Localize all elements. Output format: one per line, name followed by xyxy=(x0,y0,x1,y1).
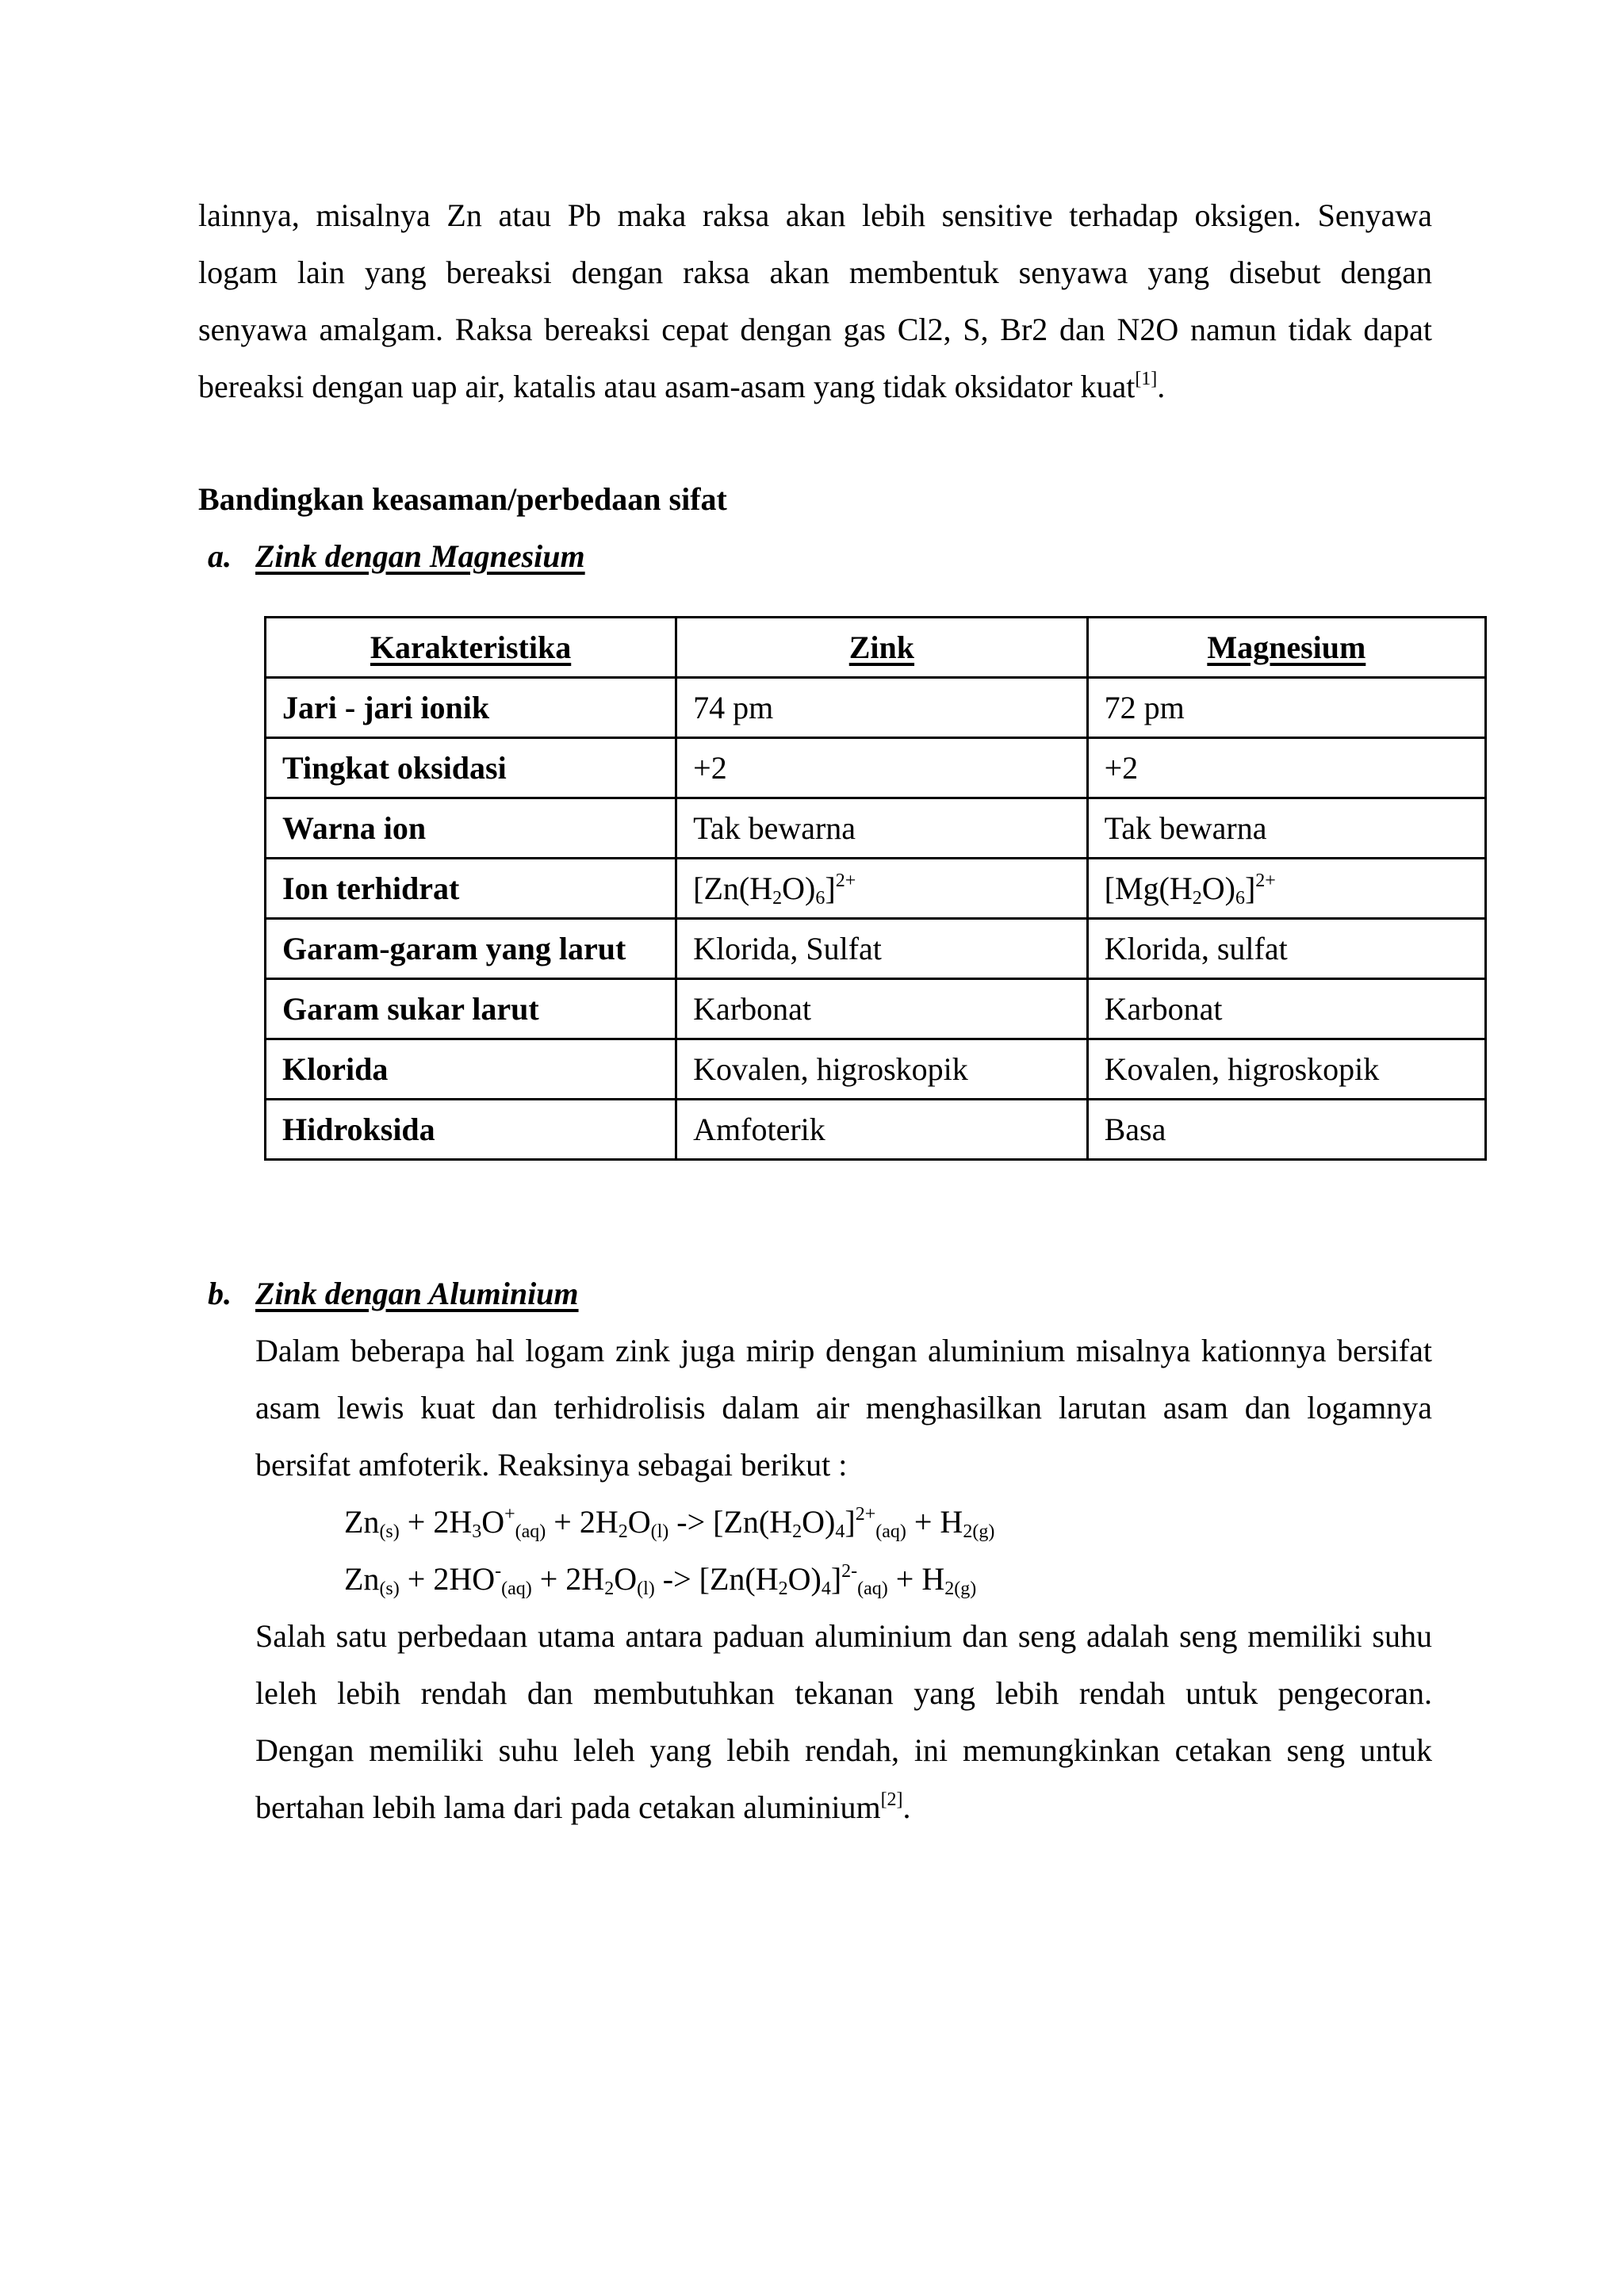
intro-paragraph xyxy=(198,187,1432,415)
zink-value: Amfoterik xyxy=(676,1100,1087,1160)
table-header-row xyxy=(266,618,1486,678)
subsection-b-title: Zink dengan Aluminium xyxy=(255,1276,579,1311)
reaction-equation-2: $Zn_{(s)} + 2HO^-_{(aq)} + 2H_2O_{(l)} -> [Zn(H_2O)_4]^{2-}_{(aq)} + H_{2(g)}$ xyxy=(344,1561,977,1599)
subsection-a-marker: a. xyxy=(208,538,232,574)
table-row xyxy=(266,678,1486,738)
row-label: Hidroksida xyxy=(266,1100,676,1160)
zink-value: Klorida, Sulfat xyxy=(676,919,1087,979)
magnesium-value: $[Mg(H_2O)_6]^{2+}$ xyxy=(1087,859,1485,919)
para-b2-line-3: Dengan memiliki suhu leleh yang lebih rendah, ini memungkinkan cetakan seng untuk xyxy=(255,1732,1432,1768)
zink-value: 74 pm xyxy=(676,678,1087,738)
intro-line-4-text: bereaksi dengan uap air, katalis atau asam-asam yang tidak oksidator kuat xyxy=(198,369,1136,404)
subsection-b-heading xyxy=(208,1265,579,1322)
magnesium-value: Karbonat xyxy=(1087,979,1485,1039)
row-label: Garam-garam yang larut xyxy=(266,919,676,979)
citation-1: [1] xyxy=(1135,369,1158,389)
citation-2: [2] xyxy=(880,1789,903,1810)
header-zink: Zink xyxy=(676,618,1087,678)
para-b1-line-3: bersifat amfoterik. Reaksinya sebagai berikut : xyxy=(255,1447,848,1483)
magnesium-value: +2 xyxy=(1087,738,1485,798)
intro-line-4 xyxy=(198,358,1432,415)
para-b2-line-2: leleh lebih rendah dan membutuhkan tekanan yang lebih rendah untuk pengecoran. xyxy=(255,1675,1432,1711)
header-karakteristika: Karakteristika xyxy=(266,618,676,678)
row-label: Warna ion xyxy=(266,798,676,859)
intro-line-2: logam lain yang bereaksi dengan raksa akan membentuk senyawa yang disebut dengan xyxy=(198,254,1432,290)
magnesium-value: Kovalen, higroskopik xyxy=(1087,1039,1485,1100)
zink-value: Karbonat xyxy=(676,979,1087,1039)
intro-line-3: senyawa amalgam. Raksa bereaksi cepat dengan gas Cl2, S, Br2 dan N2O namun tidak dapat xyxy=(198,312,1432,347)
table-row xyxy=(266,979,1486,1039)
intro-line-4-end: . xyxy=(1157,369,1166,404)
intro-line-1: lainnya, misalnya Zn atau Pb maka raksa akan lebih sensitive terhadap oksigen. Senyawa xyxy=(198,197,1432,233)
magnesium-value: Tak bewarna xyxy=(1087,798,1485,859)
subsection-a-heading xyxy=(208,528,585,585)
para-b2-line-1: Salah satu perbedaan utama antara paduan aluminium dan seng adalah seng memiliki suhu xyxy=(255,1618,1432,1654)
section-heading: Bandingkan keasaman/perbedaan sifat xyxy=(198,481,727,517)
para-b2-line-4-end: . xyxy=(902,1789,911,1825)
table-row xyxy=(266,859,1486,919)
para-b1-line-1: Dalam beberapa hal logam zink juga mirip dengan aluminium misalnya kationnya bersifat xyxy=(255,1333,1432,1368)
subsection-a-title: Zink dengan Magnesium xyxy=(255,538,585,574)
row-label: Ion terhidrat xyxy=(266,859,676,919)
reaction-equation-1: $Zn_{(s)} + 2H_3O^+_{(aq)} + 2H_2O_{(l)} -> [Zn(H_2O)_4]^{2+}_{(aq)} + H_{2(g)}$ xyxy=(344,1504,995,1542)
table-row xyxy=(266,1039,1486,1100)
para-b1-line-2: asam lewis kuat dan terhidrolisis dalam air menghasilkan larutan asam dan logamnya xyxy=(255,1390,1432,1425)
table-row xyxy=(266,738,1486,798)
zink-value: Kovalen, higroskopik xyxy=(676,1039,1087,1100)
header-magnesium: Magnesium xyxy=(1087,618,1485,678)
magnesium-value: Klorida, sulfat xyxy=(1087,919,1485,979)
row-label: Garam sukar larut xyxy=(266,979,676,1039)
aluminium-paragraph-1 xyxy=(255,1322,1432,1494)
row-label: Klorida xyxy=(266,1039,676,1100)
comparison-table xyxy=(264,616,1487,1161)
zink-value: Tak bewarna xyxy=(676,798,1087,859)
magnesium-value: 72 pm xyxy=(1087,678,1485,738)
row-label: Jari - jari ionik xyxy=(266,678,676,738)
aluminium-paragraph-2 xyxy=(255,1608,1432,1836)
table-row xyxy=(266,919,1486,979)
para-b2-line-4-text: bertahan lebih lama dari pada cetakan aluminium xyxy=(255,1789,881,1825)
table-row xyxy=(266,798,1486,859)
table-row xyxy=(266,1100,1486,1160)
zink-value: +2 xyxy=(676,738,1087,798)
row-label: Tingkat oksidasi xyxy=(266,738,676,798)
para-b2-line-4 xyxy=(255,1779,1432,1836)
zink-value: $[Zn(H_2O)_6]^{2+}$ xyxy=(676,859,1087,919)
subsection-b-marker: b. xyxy=(208,1276,232,1311)
magnesium-value: Basa xyxy=(1087,1100,1485,1160)
